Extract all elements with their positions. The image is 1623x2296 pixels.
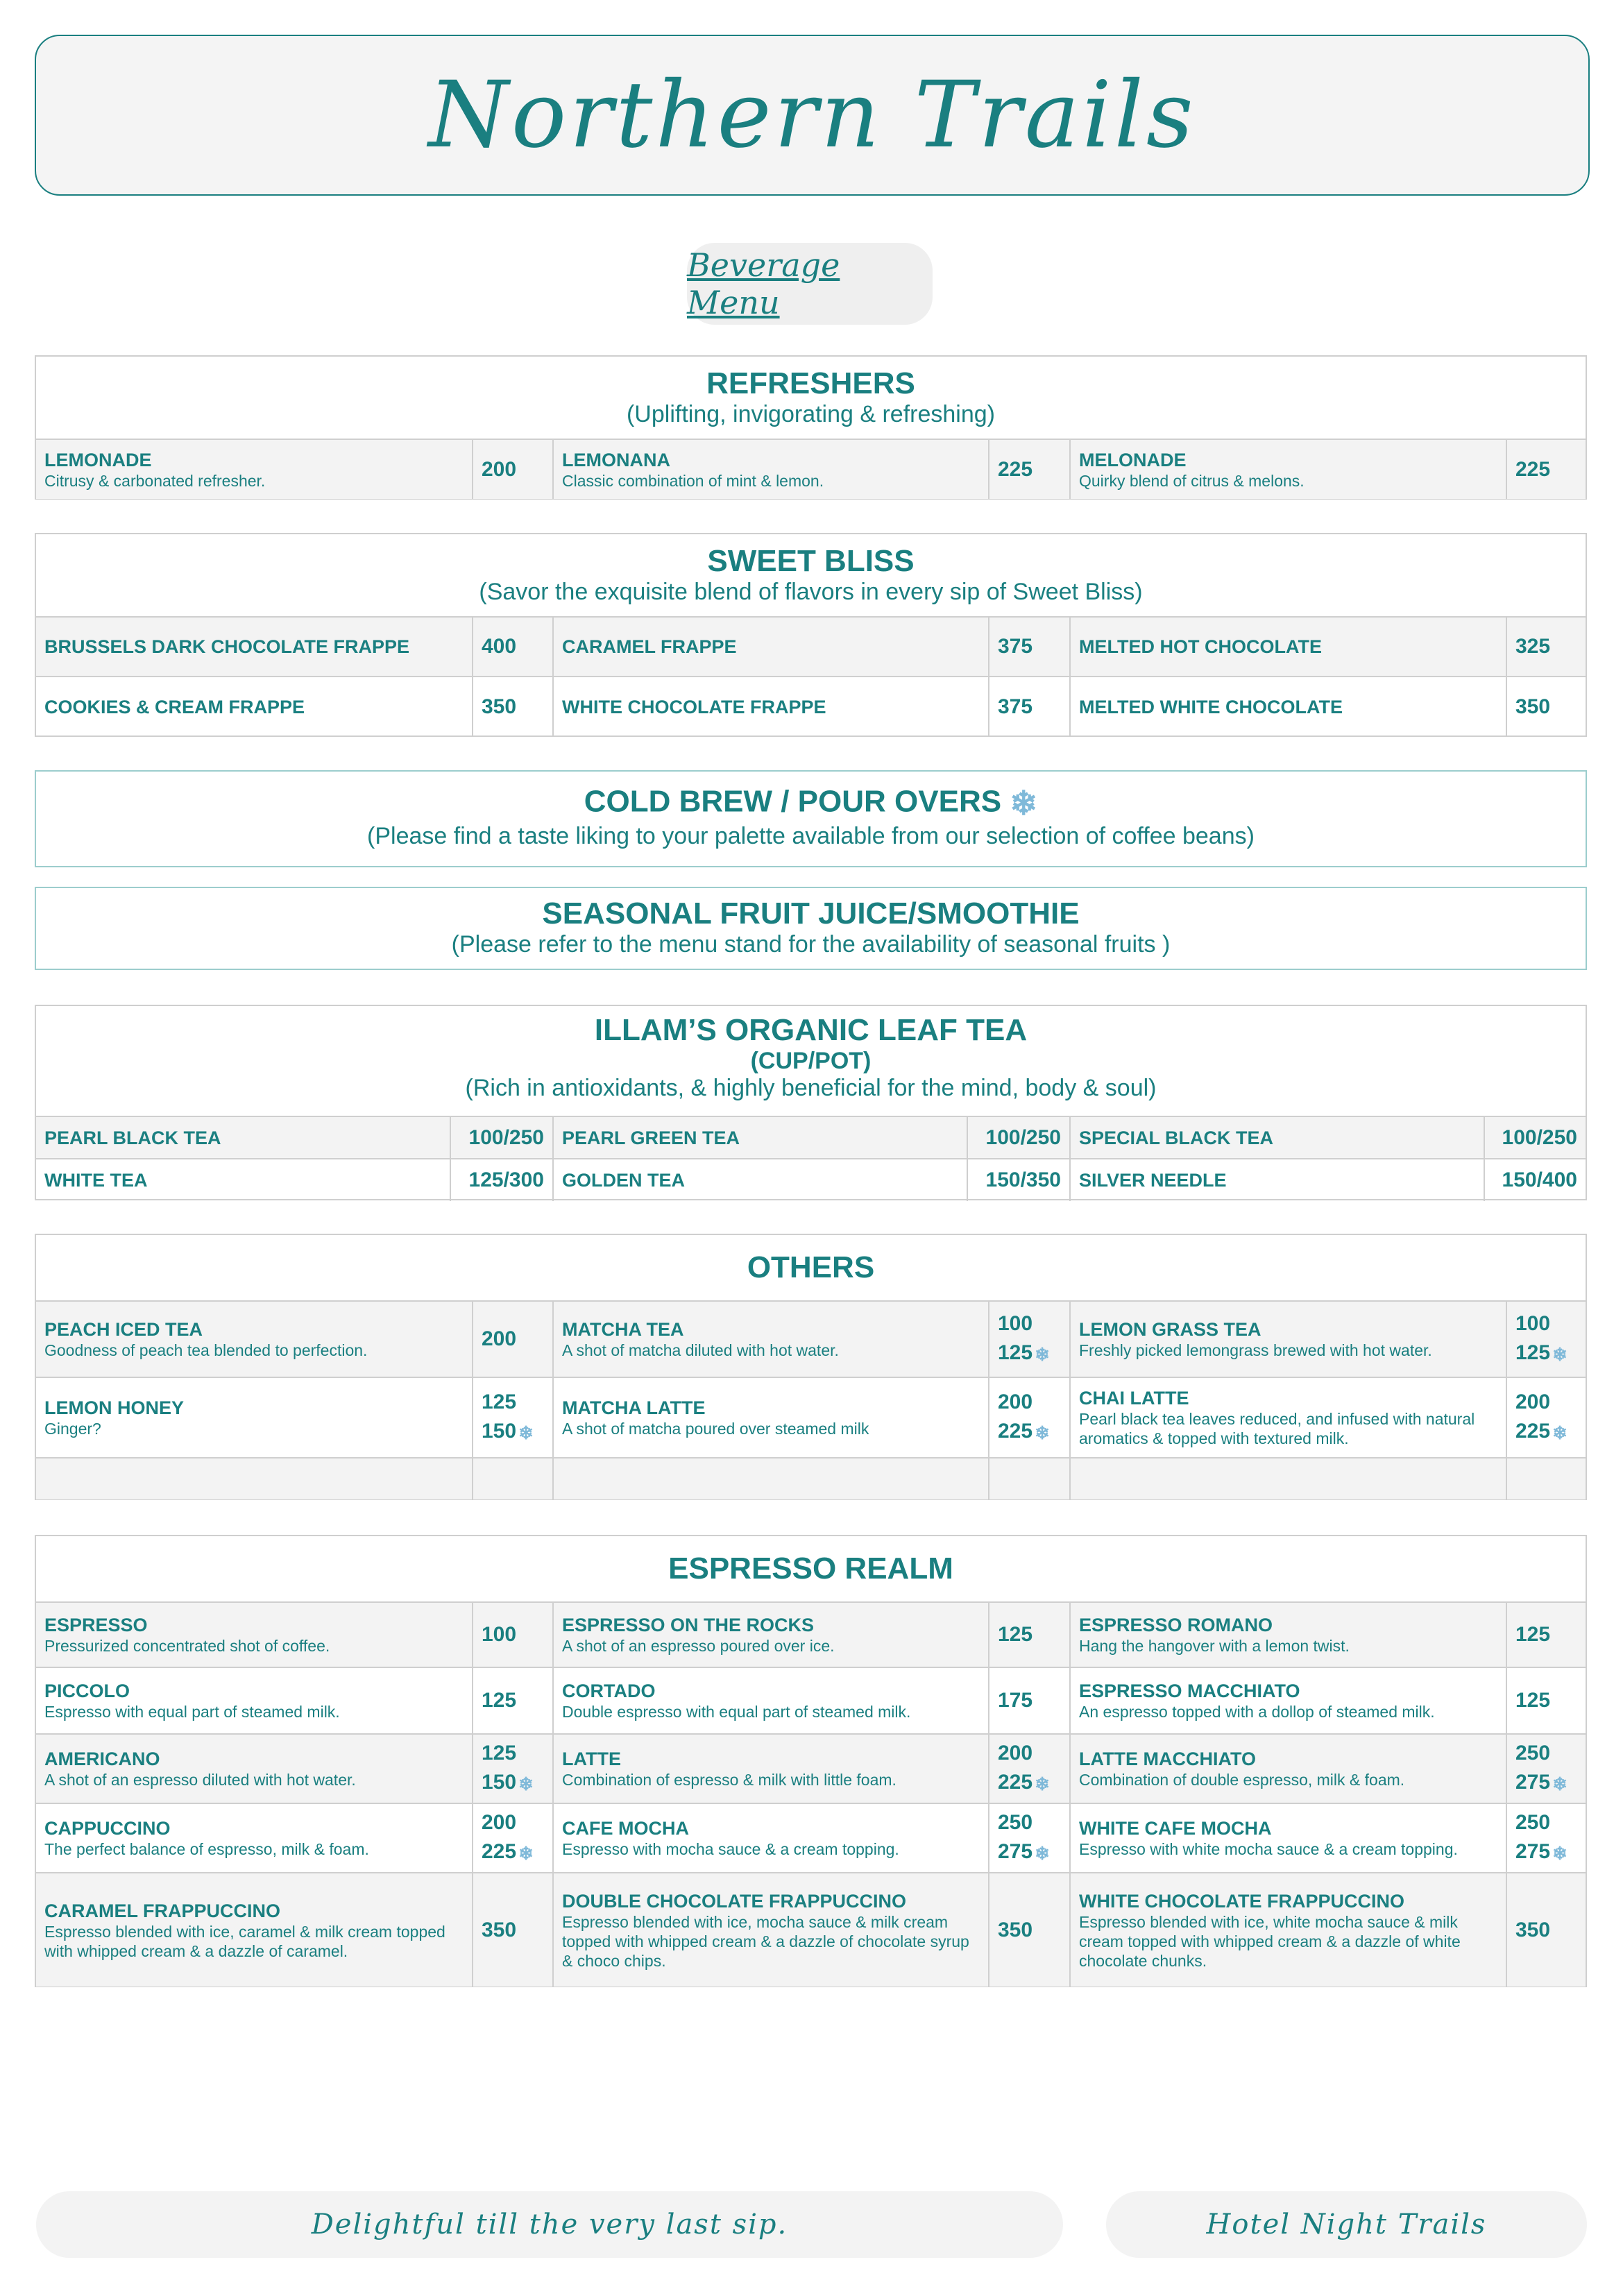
section-subtitle: (Savor the exquisite blend of flavors in every sip of Sweet Bliss) xyxy=(479,579,1143,605)
section-title: OTHERS xyxy=(747,1250,875,1284)
footer-hotel-pill xyxy=(1106,2191,1587,2258)
menu-item: MELTED HOT CHOCOLATE xyxy=(1070,617,1506,677)
table-row xyxy=(36,1803,1586,1873)
snowflake-icon: ❄ xyxy=(1552,1773,1567,1794)
snowflake-icon: ❄ xyxy=(1552,1842,1567,1864)
snowflake-icon: ❄ xyxy=(518,1842,534,1864)
menu-item: LATTE MACCHIATO Combination of double espresso, milk & foam. xyxy=(1070,1734,1506,1803)
item-price: 100/250 xyxy=(967,1116,1070,1159)
menu-item: MELONADE Quirky blend of citrus & melons. xyxy=(1070,439,1506,499)
menu-item: GOLDEN TEA xyxy=(553,1159,967,1201)
section-cold-brew xyxy=(35,770,1587,867)
header-banner xyxy=(35,35,1590,196)
menu-item: ESPRESSO ROMANO Hang the hangover with a lemon twist. xyxy=(1070,1602,1506,1667)
table-row xyxy=(36,1159,1586,1201)
menu-item: MELTED WHITE CHOCOLATE xyxy=(1070,677,1506,736)
menu-item: WHITE CHOCOLATE FRAPPE xyxy=(553,677,989,736)
snowflake-icon: ❄ xyxy=(1552,1343,1567,1365)
item-price: 225 xyxy=(989,439,1070,499)
menu-item: CHAI LATTE Pearl black tea leaves reduced, and infused with natural aromatics & topped with textured milk. xyxy=(1070,1377,1506,1458)
menu-item: MATCHA LATTE A shot of matcha poured over steamed milk xyxy=(553,1377,989,1458)
footer-tagline-pill xyxy=(36,2191,1063,2258)
section-subtitle-cup-pot: (CUP/POT) xyxy=(750,1048,872,1074)
menu-item: PEARL GREEN TEA xyxy=(553,1116,967,1159)
snowflake-icon: ❄ xyxy=(1035,1842,1050,1864)
menu-item: PICCOLO Espresso with equal part of steamed milk. xyxy=(36,1667,473,1734)
item-price: 375 xyxy=(989,677,1070,736)
item-price: 400 xyxy=(473,617,553,677)
section-seasonal xyxy=(35,887,1587,970)
menu-item: WHITE CHOCOLATE FRAPPUCCINO Espresso blended with ice, white mocha sauce & milk cream topped with whipped cream & a dazzle of white chocolate chunks. xyxy=(1070,1873,1506,1987)
menu-item: SILVER NEEDLE xyxy=(1070,1159,1484,1201)
menu-item: LEMON GRASS TEA Freshly picked lemongrass brewed with hot water. xyxy=(1070,1301,1506,1377)
snowflake-icon: ❄ xyxy=(1035,1422,1050,1443)
menu-item: AMERICANO A shot of an espresso diluted with hot water. xyxy=(36,1734,473,1803)
table-row xyxy=(36,1377,1586,1458)
item-price: 200 225 ❄ xyxy=(989,1377,1070,1458)
table-row xyxy=(36,439,1586,499)
menu-subtitle: Beverage Menu xyxy=(687,246,840,321)
section-subtitle: (Please find a taste liking to your palette available from our selection of coffee beans) xyxy=(367,823,1255,849)
item-price: 125/300 xyxy=(450,1159,553,1201)
snowflake-icon: ❄ xyxy=(518,1422,534,1443)
menu-item: CAFE MOCHA Espresso with mocha sauce & a cream topping. xyxy=(553,1803,989,1873)
menu-item: WHITE TEA xyxy=(36,1159,450,1201)
item-price: 125 150 ❄ xyxy=(473,1377,553,1458)
item-price: 125 150 ❄ xyxy=(473,1734,553,1803)
section-espresso xyxy=(35,1535,1587,1987)
menu-item: LEMONANA Classic combination of mint & lemon. xyxy=(553,439,989,499)
item-price: 350 xyxy=(1506,1873,1586,1987)
section-title: SWEET BLISS xyxy=(707,544,915,578)
snowflake-icon: ❄ xyxy=(1552,1422,1567,1443)
table-row xyxy=(36,1602,1586,1667)
table-row xyxy=(36,677,1586,736)
snowflake-icon: ❄ xyxy=(518,1773,534,1794)
table-row xyxy=(36,1667,1586,1734)
snowflake-icon: ❄ xyxy=(1010,785,1038,822)
menu-item: ESPRESSO Pressurized concentrated shot of coffee. xyxy=(36,1602,473,1667)
snowflake-icon: ❄ xyxy=(1035,1773,1050,1794)
footer-tagline: Delightful till the very last sip. xyxy=(311,2209,788,2240)
section-subtitle: (Rich in antioxidants, & highly beneficial for the mind, body & soul) xyxy=(465,1075,1157,1101)
menu-item: PEACH ICED TEA Goodness of peach tea blended to perfection. xyxy=(36,1301,473,1377)
item-price: 350 xyxy=(989,1873,1070,1987)
item-price: 100/250 xyxy=(450,1116,553,1159)
menu-item: CARAMEL FRAPPE xyxy=(553,617,989,677)
menu-item: LEMON HONEY Ginger? xyxy=(36,1377,473,1458)
item-price: 200 xyxy=(473,439,553,499)
item-price: 125 xyxy=(473,1667,553,1734)
menu-item: DOUBLE CHOCOLATE FRAPPUCCINO Espresso blended with ice, mocha sauce & milk cream topped with whipped cream & a dazzle of chocolate syrup & choco chips. xyxy=(553,1873,989,1987)
menu-item: COOKIES & CREAM FRAPPE xyxy=(36,677,473,736)
items-table xyxy=(36,1601,1586,1987)
item-price: 225 xyxy=(1506,439,1586,499)
table-row xyxy=(36,1301,1586,1377)
items-table xyxy=(36,1300,1586,1499)
table-row-empty xyxy=(36,1458,1586,1499)
item-price: 325 xyxy=(1506,617,1586,677)
section-tea xyxy=(35,1005,1587,1200)
item-price: 250 275 ❄ xyxy=(1506,1734,1586,1803)
item-price: 150/350 xyxy=(967,1159,1070,1201)
snowflake-icon: ❄ xyxy=(1035,1343,1050,1365)
item-price: 200 xyxy=(473,1301,553,1377)
menu-item: LEMONADE Citrusy & carbonated refresher. xyxy=(36,439,473,499)
menu-item: WHITE CAFE MOCHA Espresso with white mocha sauce & a cream topping. xyxy=(1070,1803,1506,1873)
section-title: ESPRESSO REALM xyxy=(668,1551,953,1585)
items-table xyxy=(36,439,1586,499)
section-subtitle: (Please refer to the menu stand for the availability of seasonal fruits ) xyxy=(451,931,1171,958)
item-price: 125 xyxy=(1506,1667,1586,1734)
item-price: 250 275 ❄ xyxy=(1506,1803,1586,1873)
item-price: 350 xyxy=(1506,677,1586,736)
footer-hotel: Hotel Night Trails xyxy=(1206,2209,1487,2240)
menu-item: ESPRESSO MACCHIATO An espresso topped with a dollop of steamed milk. xyxy=(1070,1667,1506,1734)
item-price: 200 225 ❄ xyxy=(473,1803,553,1873)
menu-item: LATTE Combination of espresso & milk with little foam. xyxy=(553,1734,989,1803)
menu-item: BRUSSELS DARK CHOCOLATE FRAPPE xyxy=(36,617,473,677)
table-row xyxy=(36,1116,1586,1159)
section-title: COLD BREW / POUR OVERS ❄ xyxy=(584,784,1038,822)
section-subtitle: (Uplifting, invigorating & refreshing) xyxy=(626,401,996,427)
table-row xyxy=(36,1734,1586,1803)
menu-item: CAPPUCCINO The perfect balance of espresso, milk & foam. xyxy=(36,1803,473,1873)
section-title: ILLAM’S ORGANIC LEAF TEA xyxy=(594,1013,1028,1047)
item-price: 150/400 xyxy=(1484,1159,1586,1201)
section-sweet-bliss xyxy=(35,533,1587,737)
item-price: 200 225 ❄ xyxy=(989,1734,1070,1803)
brand-title: Northern Trails xyxy=(428,62,1196,169)
menu-subtitle-pill xyxy=(687,243,933,325)
item-price: 100 125 ❄ xyxy=(1506,1301,1586,1377)
item-price: 350 xyxy=(473,1873,553,1987)
item-price: 250 275 ❄ xyxy=(989,1803,1070,1873)
item-price: 100/250 xyxy=(1484,1116,1586,1159)
menu-item: CORTADO Double espresso with equal part of steamed milk. xyxy=(553,1667,989,1734)
item-price: 175 xyxy=(989,1667,1070,1734)
item-price: 125 xyxy=(1506,1602,1586,1667)
menu-item: MATCHA TEA A shot of matcha diluted with hot water. xyxy=(553,1301,989,1377)
table-row xyxy=(36,617,1586,677)
section-others xyxy=(35,1234,1587,1500)
section-refreshers xyxy=(35,355,1587,500)
section-title: REFRESHERS xyxy=(706,366,915,400)
item-price: 100 125 ❄ xyxy=(989,1301,1070,1377)
item-price: 200 225 ❄ xyxy=(1506,1377,1586,1458)
items-table xyxy=(36,1116,1586,1201)
menu-item: ESPRESSO ON THE ROCKS A shot of an espresso poured over ice. xyxy=(553,1602,989,1667)
item-price: 100 xyxy=(473,1602,553,1667)
section-title: SEASONAL FRUIT JUICE/SMOOTHIE xyxy=(542,896,1080,930)
items-table xyxy=(36,616,1586,736)
menu-item: CARAMEL FRAPPUCCINO Espresso blended with ice, caramel & milk cream topped with whipped cream & a dazzle of caramel. xyxy=(36,1873,473,1987)
table-row xyxy=(36,1873,1586,1987)
menu-item: PEARL BLACK TEA xyxy=(36,1116,450,1159)
item-price: 350 xyxy=(473,677,553,736)
menu-item: SPECIAL BLACK TEA xyxy=(1070,1116,1484,1159)
item-price: 125 xyxy=(989,1602,1070,1667)
item-price: 375 xyxy=(989,617,1070,677)
